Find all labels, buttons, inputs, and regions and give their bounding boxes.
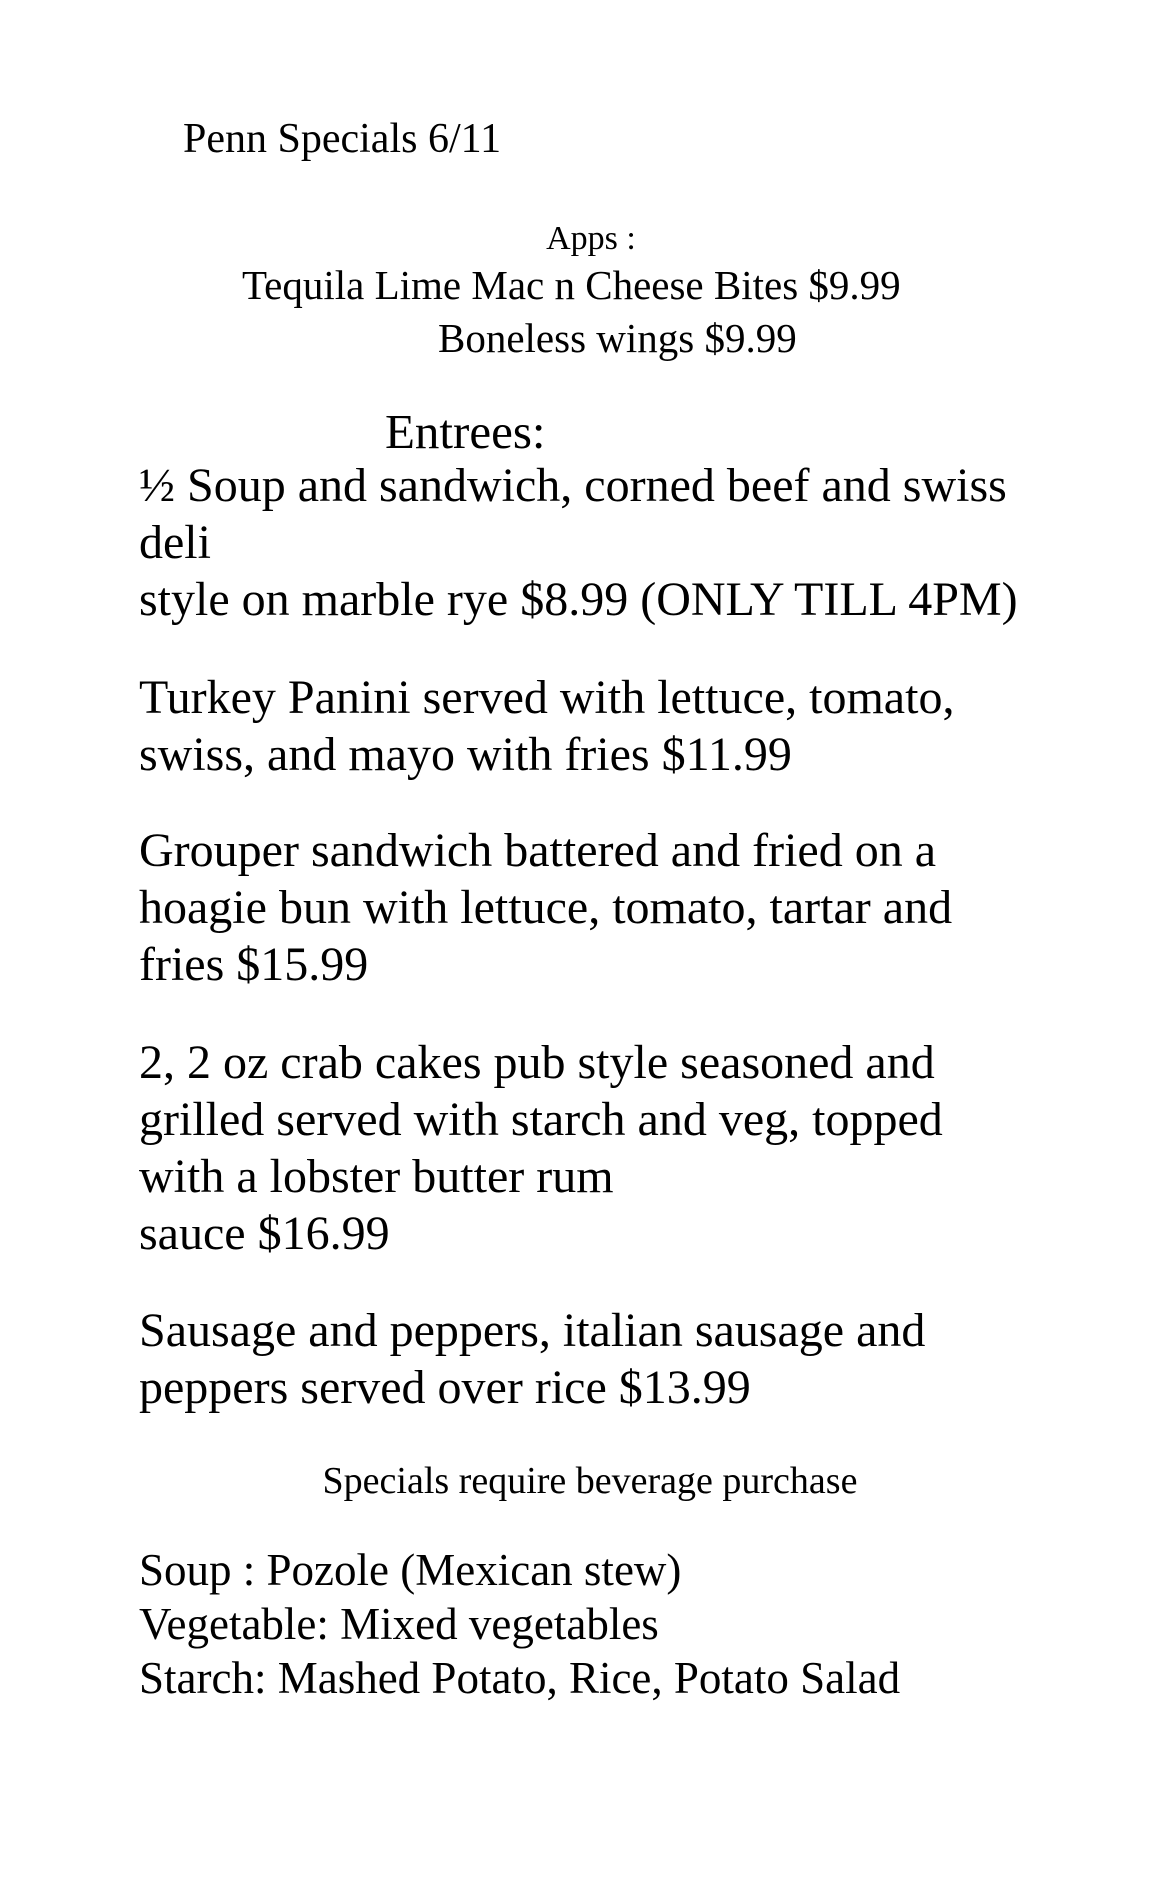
entree-line: ½ Soup and sandwich, corned beef and swiss [139,459,1007,512]
entrees-heading: Entrees: [385,404,546,459]
entree-line: Grouper sandwich battered and fried on a [139,824,937,877]
entree-line: Sausage and peppers, italian sausage and [139,1304,926,1357]
entree-item [139,1034,943,1262]
entree-line: deli [139,516,211,569]
entree-line: 2, 2 oz crab cakes pub style seasoned and [139,1036,935,1089]
entree-line: peppers served over rice $13.99 [139,1361,751,1414]
soup-line: Soup : Pozole (Mexican stew) [139,1545,682,1595]
starch-line: Starch: Mashed Potato, Rice, Potato Salad [139,1653,901,1703]
vegetable-line: Vegetable: Mixed vegetables [139,1599,659,1649]
entree-line: sauce $16.99 [139,1207,390,1260]
app-item: Tequila Lime Mac n Cheese Bites $9.99 [242,262,901,308]
apps-heading: Apps : [546,220,636,257]
entree-item [139,1302,925,1416]
entree-line: grilled served with starch and veg, topped [139,1093,943,1146]
entree-item [139,457,1018,628]
entree-item [139,822,952,993]
entree-item [139,669,954,783]
entree-line: style on marble rye $8.99 (ONLY TILL 4PM) [139,573,1018,626]
app-item: Boneless wings $9.99 [438,315,797,361]
entree-line: hoagie bun with lettuce, tomato, tartar and [139,881,953,934]
entree-line: fries $15.99 [139,938,369,991]
page-title: Penn Specials 6/11 [183,116,502,162]
entree-line: Turkey Panini served with lettuce, tomato, [139,671,955,724]
beverage-note: Specials require beverage purchase [322,1460,858,1502]
sides-list [139,1543,900,1705]
entree-line: with a lobster butter rum [139,1150,614,1203]
entree-line: swiss, and mayo with fries $11.99 [139,728,792,781]
